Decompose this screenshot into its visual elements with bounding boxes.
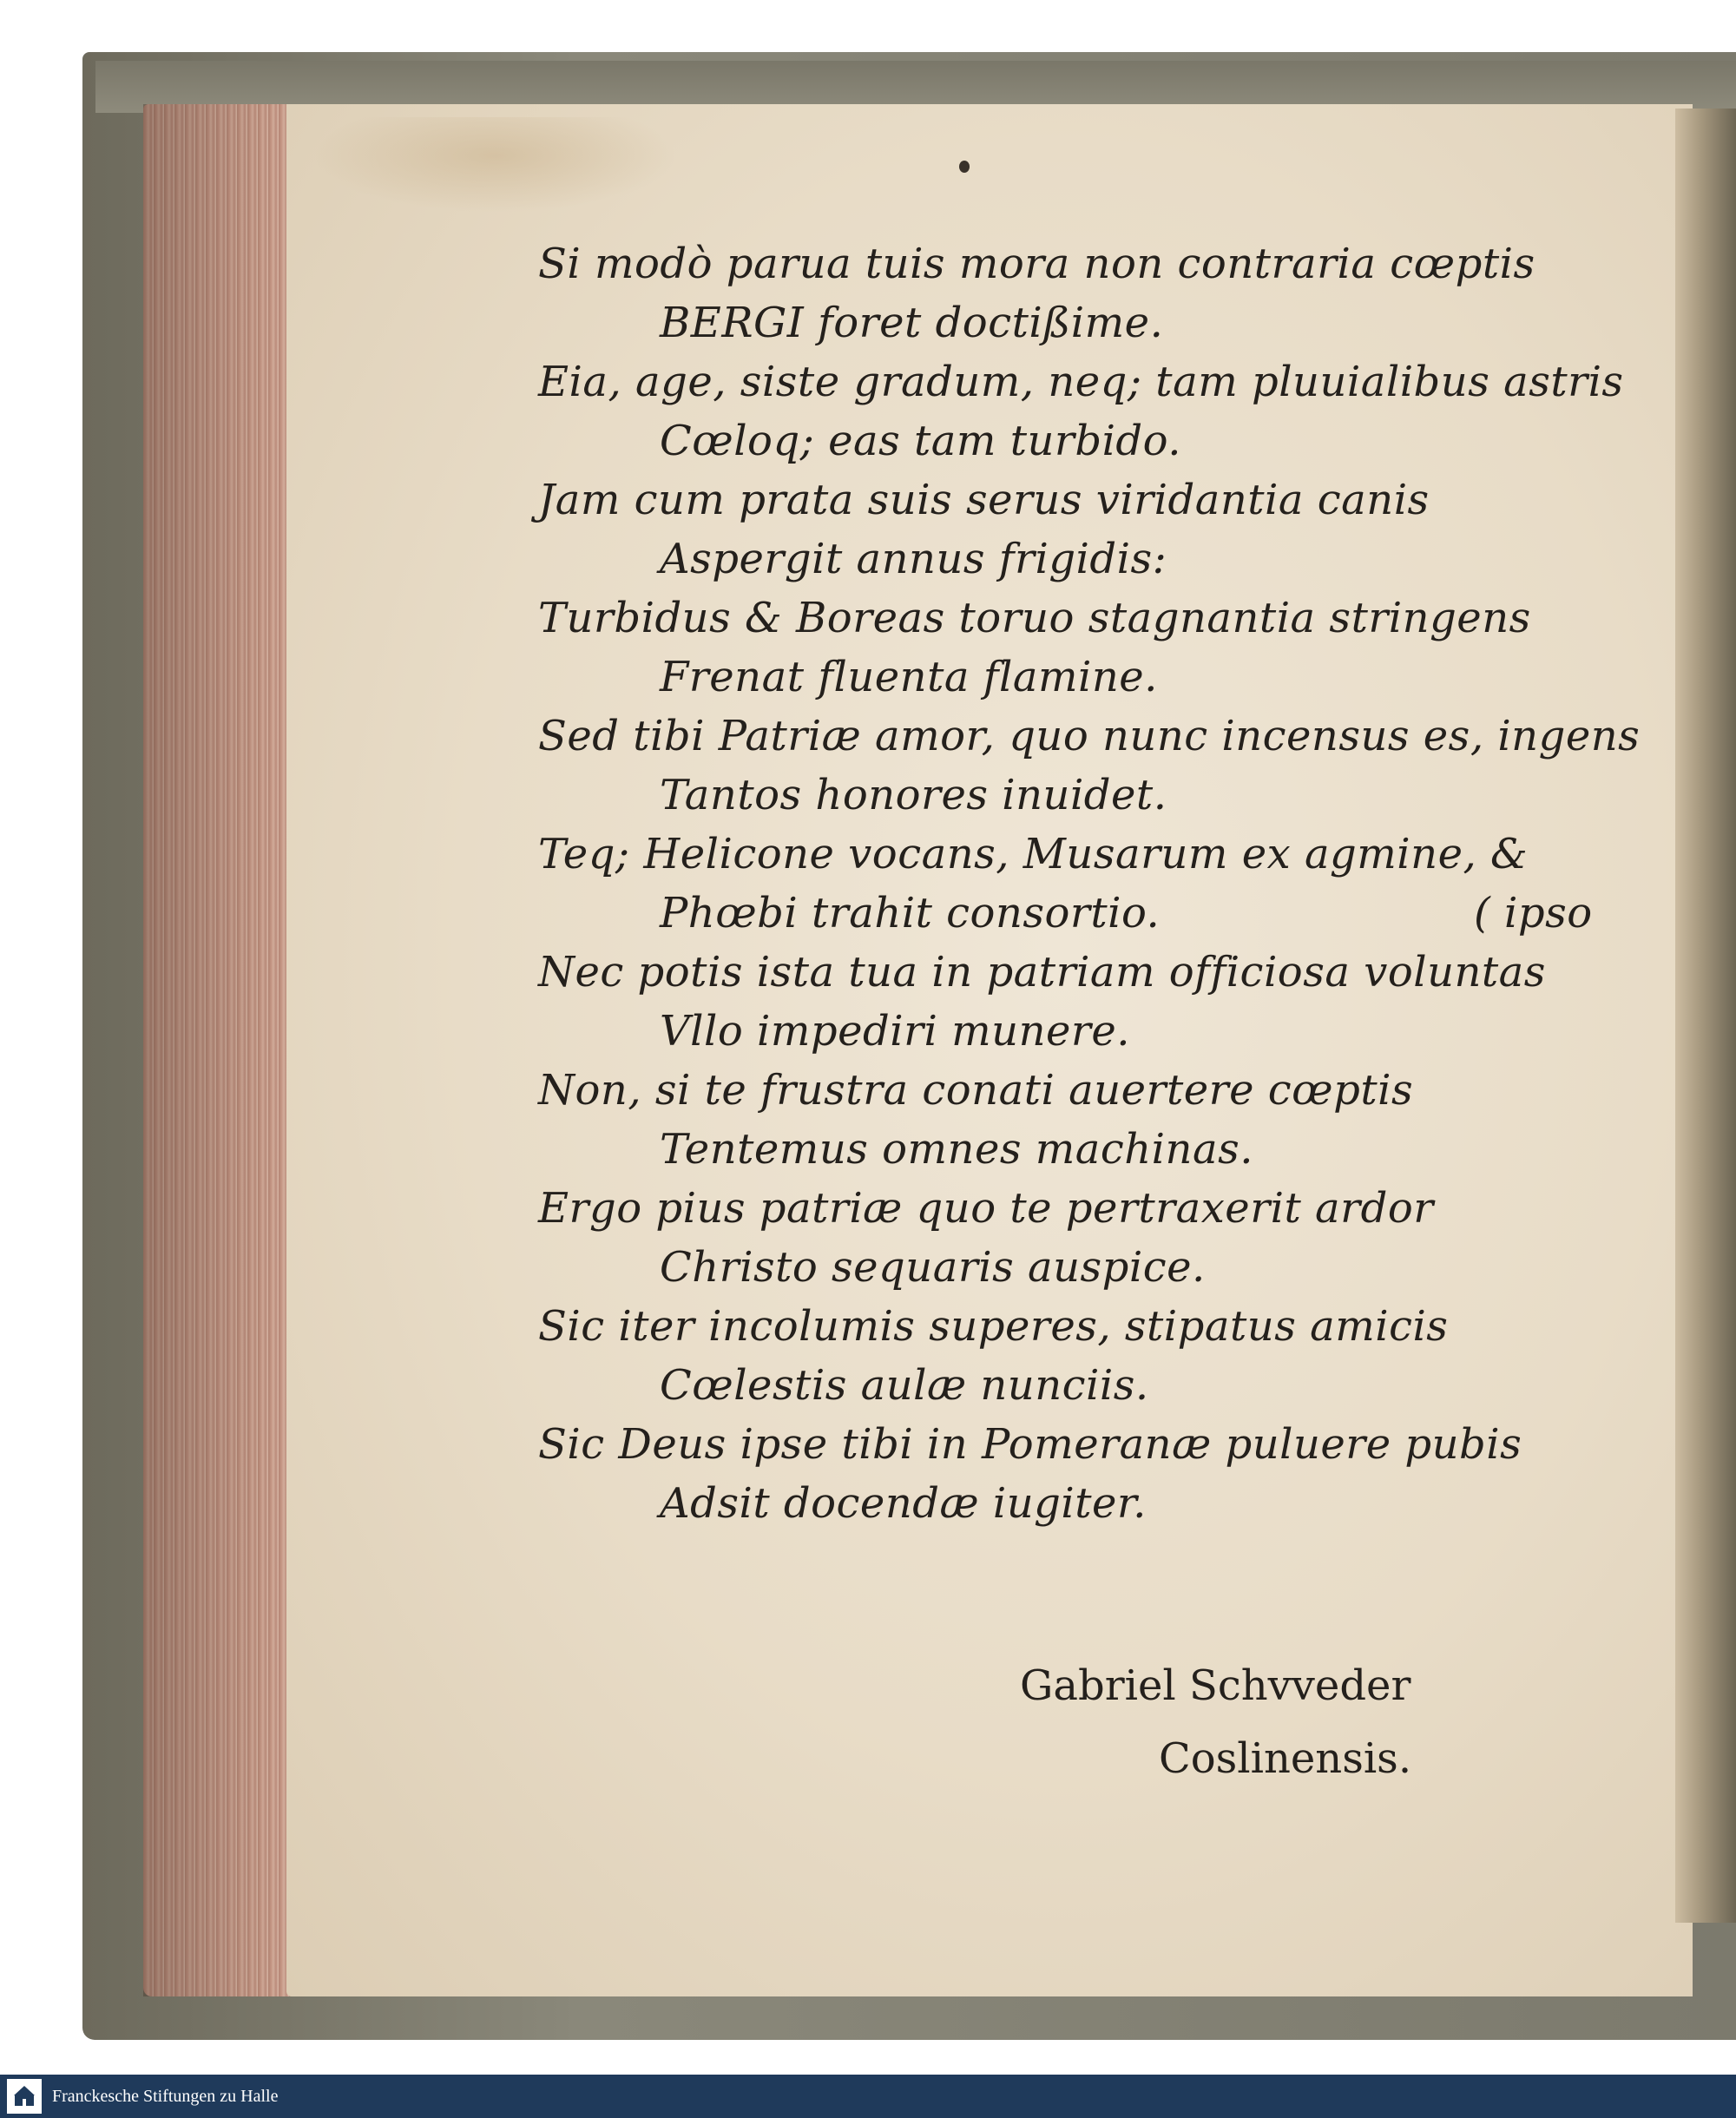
poem-line-text: Phœbi trahit consortio.: [660, 889, 1161, 937]
poem-line-text: Tantos honores inuidet.: [660, 771, 1167, 819]
poem-line-text: Tentemus omnes machinas.: [660, 1125, 1253, 1174]
poem-line: [538, 293, 1667, 352]
poem-line: [538, 1061, 1667, 1120]
poem-line: [538, 825, 1667, 884]
poem-line: [538, 470, 1667, 530]
footer-bar: [0, 2075, 1736, 2118]
poem-line: [538, 1002, 1667, 1061]
poem-line: [538, 943, 1667, 1002]
poem-line: [538, 1297, 1667, 1356]
poem-text: [538, 234, 1667, 1533]
signature-block: [1020, 1649, 1541, 1795]
poem-line-continuation: ( ipso: [1474, 889, 1593, 937]
poem-line-text: Frenat fluenta flamine.: [660, 653, 1158, 701]
poem-line-text: Cœloq; eas tam turbido.: [660, 417, 1181, 465]
poem-line-text: Ergo pius patriæ quo te pertraxerit ardor: [538, 1184, 1434, 1233]
poem-line-text: Nec potis ista tua in patriam officiosa voluntas: [538, 948, 1546, 997]
poem-line-text: Vllo impediri munere.: [660, 1007, 1131, 1056]
paper-stain: [312, 117, 677, 213]
poem-line-text: Adsit docendæ iugiter.: [660, 1479, 1147, 1528]
poem-line: [538, 1179, 1667, 1238]
poem-line: [538, 530, 1667, 589]
poem-line: [538, 1238, 1667, 1297]
poem-line-text: Eia, age, siste gradum, neq; tam pluuialibus astris: [538, 358, 1624, 406]
poem-line: [538, 589, 1667, 648]
poem-line-text: Turbidus & Boreas toruo stagnantia stringens: [538, 594, 1531, 642]
franckesche-stiftungen-logo-icon[interactable]: [7, 2079, 42, 2114]
page-gutter: [1675, 109, 1736, 1923]
poem-line-text: Si modò parua tuis mora non contraria cœptis: [538, 240, 1535, 288]
poem-line: [538, 1415, 1667, 1474]
poem-line-text: Non, si te frustra conati auertere cœptis: [538, 1066, 1414, 1115]
poem-line-text: Teq; Helicone vocans, Musarum ex agmine, &: [538, 830, 1529, 878]
poem-line-text: Jam cum prata suis serus viridantia canis: [538, 476, 1430, 524]
poem-line: [538, 648, 1667, 707]
poem-line-text: Sed tibi Patriæ amor, quo nunc incensus es, ingens: [538, 712, 1641, 760]
poem-line-text: Sic iter incolumis superes, stipatus amicis: [538, 1302, 1449, 1351]
poem-line-text: Aspergit annus frigidis:: [660, 535, 1167, 583]
logo-icon: [11, 2083, 37, 2109]
poem-line-text: Christo sequaris auspice.: [660, 1243, 1206, 1292]
signature-origin: Coslinensis.: [1159, 1734, 1412, 1783]
poem-line: [538, 1474, 1667, 1533]
footer-institution-link[interactable]: Franckesche Stiftungen zu Halle: [52, 2086, 279, 2106]
ink-mark: [959, 161, 970, 173]
poem-line: [538, 234, 1667, 293]
poem-line: [538, 766, 1667, 825]
poem-line-text: BERGI foret doctißime.: [660, 299, 1164, 347]
poem-line: [538, 352, 1667, 411]
poem-line-text: Sic Deus ipse tibi in Pomeranæ puluere pubis: [538, 1420, 1522, 1469]
poem-line: [538, 411, 1667, 470]
signature-name: Gabriel Schvveder: [1020, 1661, 1411, 1710]
poem-line: [538, 707, 1667, 766]
poem-line: [538, 1120, 1667, 1179]
poem-line: [538, 884, 1667, 943]
poem-line-text: Cœlestis aulæ nunciis.: [660, 1361, 1149, 1410]
poem-line: [538, 1356, 1667, 1415]
